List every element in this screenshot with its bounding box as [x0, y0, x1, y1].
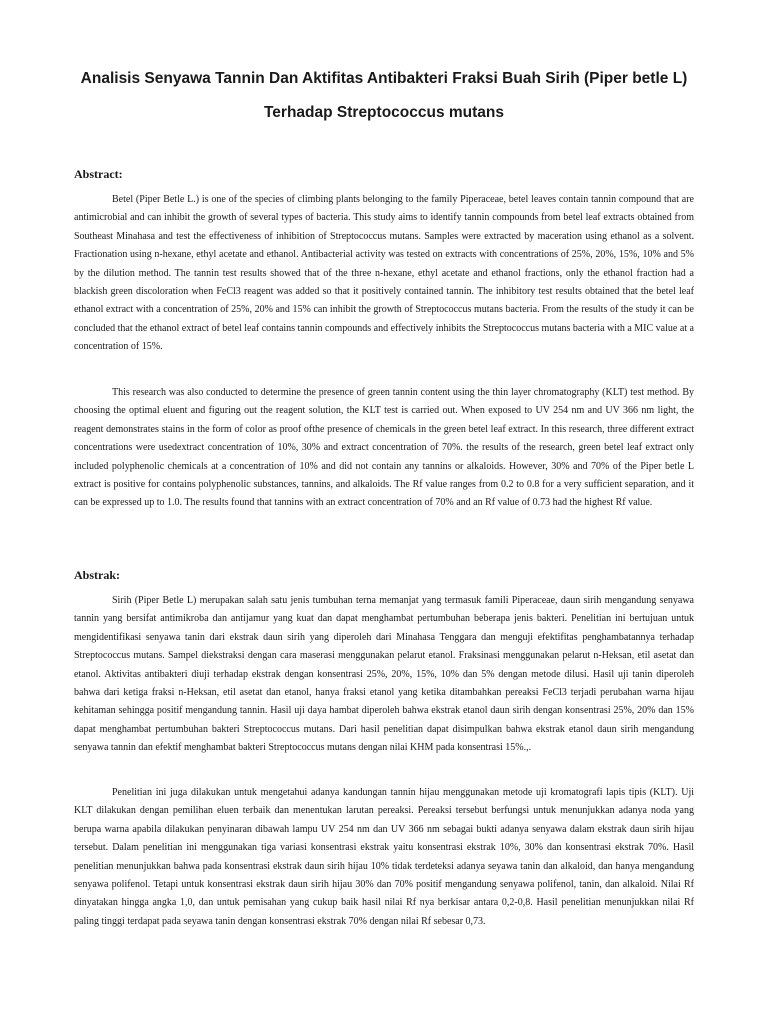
paper-title-line-2: Terhadap Streptococcus mutans: [263, 104, 504, 121]
abstrak-paragraph-1: Sirih (Piper Betle L) merupakan salah satu jenis tumbuhan terna memanjat yang termasuk famili Piperaceae, daun sirih mengandung senyawa tannin yang bersifat antimikroba dan antijamur yang kuat dan dapat menghambat pertumbuhan beberapa jenis bakteri. Penelitian ini bertujuan untuk mengidentifikasi senyawa tanin dari ekstrak daun sirih yang diperoleh dari Minahasa Tenggara dan menguji efektifitas penghambatannya terhadap Streptococcus mutans. Sampel diekstraksi dengan cara maserasi menggunakan pelarut etanol. Fraksinasi menggunakan pelarut n-Heksan, etil asetat dan etanol. Aktivitas antibakteri diuji terhadap ekstrak dengan konsentrasi 25%, 20%, 15%, 10% dan 5% dengan metode dilusi. Hasil uji tanin diperoleh bahwa dari ketiga fraksi n-Heksan, etil asetat dan etanol, hanya fraksi etanol yang ketika ditambahkan pereaksi FeCl3 terjadi perubahan warna hijau kehitaman sehingga positif mengandung tannin. Hasil uji daya hambat diperoleh bahwa ekstrak etanol daun sirih dengan konsentrasi 25%, 20% dan 15% dapat menghambat pertumbuhan bakteri Streptococcus mutans. Dari hasil penelitian dapat disimpulkan bahwa ekstrak etanol daun sirih mengandung senyawa tannin dan efektif menghambat bakteri Streptococcus mutans dengan nilai KHM pada konsentrasi 15%.,.: [74, 595, 694, 754]
abstrak-paragraph-2: Penelitian ini juga dilakukan untuk mengetahui adanya kandungan tannin hijau menggunakan metode uji kromatografi lapis tipis (KLT). Uji KLT dilakukan dengan pemilihan eluen terbaik dan menentukan larutan pereaksi. Pereaksi tersebut berfungsi untuk menunjukkan adanya noda yang berupa warna apabila dilakukan penyinaran dibawah lampu UV 254 nm dan UV 366 nm sebagai bukti adanya senyawa dalam ekstrak daun sirih hijau tersebut. Dalam penelitian ini menggunakan tiga variasi konsentrasi ekstrak yaitu konsentrasi ekstrak 10%, 30% dan konsentrasi ekstrak 70%. Hasil penelitian menunjukkan bahwa pada konsentrasi ekstrak daun sirih hijau 10% tidak terdeteksi adanya seyawa tanin dan alkaloid, dan hanya mengandung senyawa polifenol. Tetapi untuk konsentrasi ekstrak daun sirih hijau 30% dan 70% positif mengandung senyawa polifenol, tanin, dan alkaloid. Nilai Rf dinyatakan hingga angka 1,0, dan untuk pemisahan yang cukup baik hasil nilai Rf nya berkisar antara 0,2-0,8. Hasil penelitian menunjukkan nilai Rf paling tinggi terdapat pada seyawa tanin dengan konsentrasi ekstrak 70% dengan nilai Rf sebesar 0,73.: [74, 787, 694, 927]
abstract-paragraph-1: Betel (Piper Betle L.) is one of the species of climbing plants belonging to the family Piperaceae, betel leaves contain tannin compound that are antimicrobial and can inhibit the growth of several types of bacteria. This study aims to identify tannin compounds from betel leaf extracts obtained from Southeast Minahasa and test the effectiveness of inhibition of Streptococcus mutans. Samples were extracted by maceration using ethanol as a solvent. Fractionation using n-hexane, ethyl acetate and ethanol. Antibacterial activity was tested on extracts with concentrations of 25%, 20%, 15%, 10% and 5% by the dilution method. The tannin test results showed that of the three n-hexane, ethyl acetate and ethanol fractions, only the ethanol fraction had a blackish green discoloration when FeCl3 reagent was added so that it positively contained tannin. The inhibitory test results obtained that the betel leaf ethanol extract with a concentration of 25%, 20% and 15% can inhibit the growth of Streptococcus mutans bacteria. From the results of the study it can be concluded that the ethanol extract of betel leaf contains tannin compounds and effectively inhibits the Streptococcus mutans bacteria with a MIC value at a concentration of 15%.: [74, 194, 694, 353]
abstract-paragraph-2: This research was also conducted to determine the presence of green tannin content using the thin layer chromatography (KLT) test method. By choosing the optimal eluent and figuring out the reagent solution, the KLT test is carried out. When exposed to UV 254 nm and UV 366 nm light, the reagent demonstrates stains in the form of color as proof ofthe presence of chemicals in the green betel leaf extract. In this research, three different extract concentrations were usedextract concentration of 10%, 30% and extract concentration of 70%. the results of the research, green betel leaf extract only included polyphenolic chemicals at a concentration of 10% and did not contain any tannins or alkaloids. However, 30% and 70% of the Piper betle L extract is positive for contains polyphenolic substances, tannins, and alkaloids. The Rf value ranges from 0.2 to 0.8 for a very sufficient separation, and it can be expressed up to 1.0. The results found that tannins with an extract concentration of 70% and an Rf value of 0.73 had the highest Rf value.: [74, 387, 694, 509]
abstrak-heading: Abstrak:: [74, 568, 121, 582]
abstract-heading: Abstract:: [74, 167, 123, 181]
paper-title-line-1: Analisis Senyawa Tannin Dan Aktifitas Antibakteri Fraksi Buah Sirih (Piper betle L): [80, 70, 688, 87]
